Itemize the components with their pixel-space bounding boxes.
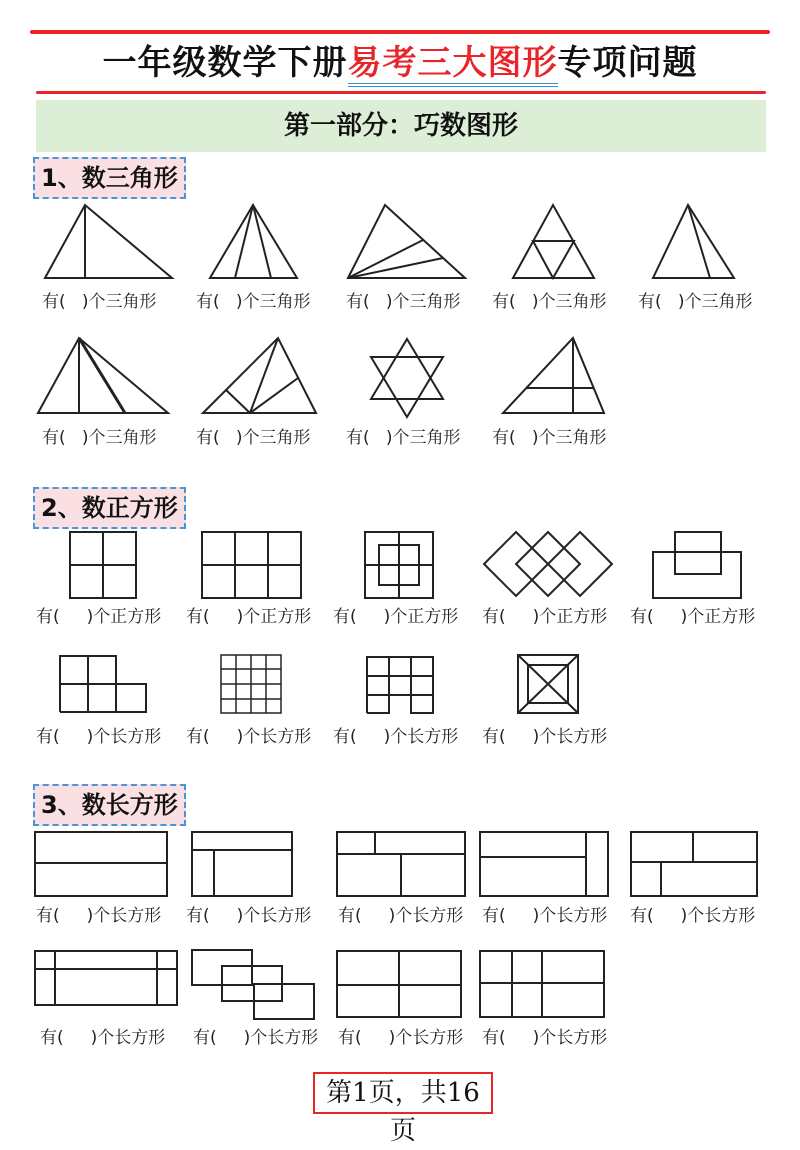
square-answer-label-4: 有( )个正方形 <box>482 607 608 627</box>
square-answer-label-5: 有( )个正方形 <box>630 607 756 627</box>
title-highlight: 易考三大图形 <box>348 43 558 87</box>
square-answer-label-1: 有( )个正方形 <box>36 607 162 627</box>
triangle-answer-label-3: 有( )个三角形 <box>346 292 461 312</box>
triangle-answer-label-5: 有( )个三角形 <box>638 292 753 312</box>
page-number-footer: 第1页，共16页 <box>313 1072 493 1114</box>
rectangle-figure-5 <box>629 830 759 898</box>
triangle-figure-4 <box>508 200 603 285</box>
triangle-figure-1 <box>40 200 180 285</box>
square-figure-7 <box>219 653 283 715</box>
square-figure-4 <box>482 530 617 600</box>
rectangle-answer-label-2: 有( )个长方形 <box>186 906 312 926</box>
triangle-answer-label-7: 有( )个三角形 <box>196 428 311 448</box>
rectangle-figure-6 <box>33 949 179 1007</box>
rectangle-figure-3 <box>335 830 467 898</box>
rectangle-figure-4 <box>478 830 610 898</box>
rectangle-figure-1 <box>33 830 169 898</box>
title-underline <box>36 91 766 94</box>
rectangle-answer-label-9: 有( )个长方形 <box>482 1028 608 1048</box>
square-answer-label-3: 有( )个正方形 <box>333 607 459 627</box>
triangle-figure-2 <box>205 200 305 285</box>
triangle-answer-label-8: 有( )个三角形 <box>346 428 461 448</box>
triangle-figure-5 <box>648 200 743 285</box>
rectangle-figure-7 <box>190 948 318 1022</box>
square-figure-2 <box>200 530 304 600</box>
square-figure-9 <box>516 653 580 715</box>
rectangle-figure-8 <box>335 949 463 1019</box>
star-of-david-figure <box>365 337 450 422</box>
square-figure-6 <box>58 654 150 714</box>
rectangle-answer-label-8: 有( )个长方形 <box>338 1028 464 1048</box>
square-answer-label-2: 有( )个正方形 <box>186 607 312 627</box>
square-answer-label-8: 有( )个长方形 <box>333 727 459 747</box>
triangle-figure-9 <box>498 333 610 418</box>
part-heading: 第一部分：巧数图形 <box>36 100 766 152</box>
square-answer-label-9: 有( )个长方形 <box>482 727 608 747</box>
rectangle-answer-label-3: 有( )个长方形 <box>338 906 464 926</box>
square-figure-8 <box>365 655 435 715</box>
square-figure-3 <box>363 530 435 600</box>
rectangle-answer-label-7: 有( )个长方形 <box>193 1028 319 1048</box>
rectangle-answer-label-4: 有( )个长方形 <box>482 906 608 926</box>
triangle-figure-7 <box>198 333 323 418</box>
triangle-answer-label-1: 有( )个三角形 <box>42 292 157 312</box>
triangle-answer-label-4: 有( )个三角形 <box>492 292 607 312</box>
rectangle-answer-label-6: 有( )个长方形 <box>40 1028 166 1048</box>
top-red-line <box>30 30 770 34</box>
triangle-answer-label-9: 有( )个三角形 <box>492 428 607 448</box>
section-heading-triangles: 1、数三角形 <box>33 157 186 199</box>
rectangle-figure-2 <box>190 830 294 898</box>
rectangle-answer-label-1: 有( )个长方形 <box>36 906 162 926</box>
triangle-answer-label-6: 有( )个三角形 <box>42 428 157 448</box>
triangle-figure-3 <box>343 200 473 285</box>
square-figure-5 <box>651 530 746 600</box>
square-answer-label-7: 有( )个长方形 <box>186 727 312 747</box>
triangle-figure-6 <box>33 333 173 418</box>
section-heading-rectangles: 3、数长方形 <box>33 784 186 826</box>
page-title: 一年级数学下册易考三大图形专项问题 <box>0 40 800 86</box>
rectangle-figure-9 <box>478 949 606 1019</box>
section-heading-squares: 2、数正方形 <box>33 487 186 529</box>
triangle-answer-label-2: 有( )个三角形 <box>196 292 311 312</box>
square-figure-1 <box>68 530 138 600</box>
square-answer-label-6: 有( )个长方形 <box>36 727 162 747</box>
rectangle-answer-label-5: 有( )个长方形 <box>630 906 756 926</box>
